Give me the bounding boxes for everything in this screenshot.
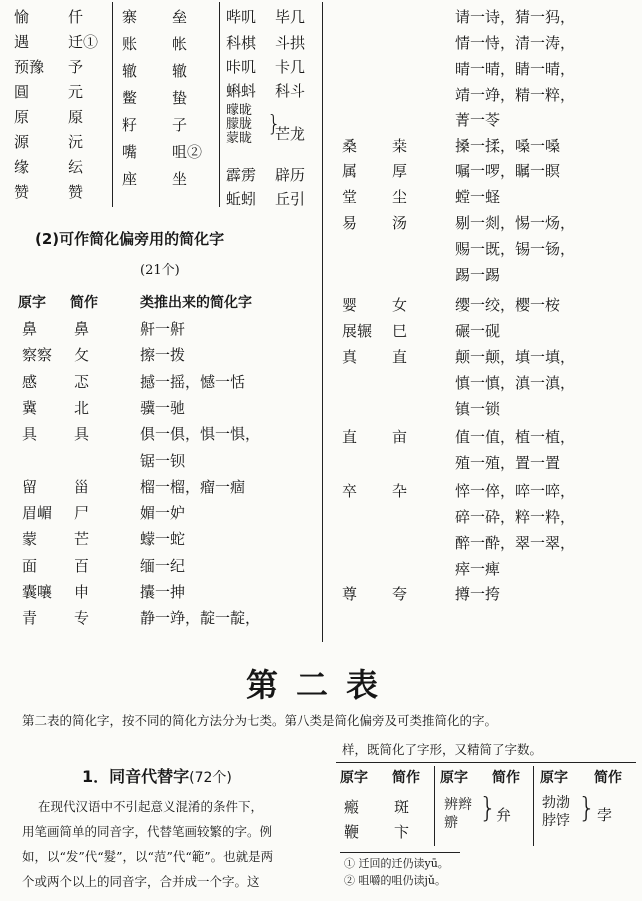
simplified-char: 具 bbox=[74, 425, 90, 444]
derived-chars: 媚一妒 bbox=[140, 504, 186, 523]
original-char: 脖饽 bbox=[542, 813, 570, 829]
original-char: 蝌蚪 bbox=[226, 82, 257, 100]
simplified-char: 仟 bbox=[68, 8, 84, 26]
simplified-char: 孛 bbox=[597, 806, 613, 824]
table-intro: 第二表的简化字，按不同的简化方法分为七类。第八类是简化偏旁及可类推简化的字。 bbox=[22, 713, 498, 728]
original-char: 鞭 bbox=[344, 823, 360, 841]
brace: } bbox=[479, 791, 497, 824]
table-divider bbox=[434, 766, 435, 846]
simplified-char: 芒 bbox=[74, 530, 90, 549]
simplified-char: 厚 bbox=[392, 162, 408, 180]
original-char: 辨辫 bbox=[444, 797, 472, 813]
footnote-rule bbox=[340, 852, 460, 853]
original-char: 卒 bbox=[342, 482, 358, 500]
original-char: 账 bbox=[122, 35, 138, 53]
page-title: 第二表 bbox=[245, 666, 396, 704]
original-char: 瘢 bbox=[344, 798, 360, 816]
original-char: 蒙 bbox=[22, 530, 38, 549]
sub-heading-text: 1．同音代替字 bbox=[82, 767, 190, 786]
original-char: 鳖 bbox=[122, 89, 138, 107]
derived-chars: 靖一竫，精一粹， bbox=[455, 86, 576, 104]
derived-chars: 赐一既，锡一钖， bbox=[455, 240, 576, 258]
simplified-char: 夸 bbox=[392, 585, 408, 603]
brace: } bbox=[578, 791, 596, 824]
simplified-char: 蛰 bbox=[172, 89, 188, 107]
simplified-char: 辟历 bbox=[275, 166, 306, 184]
simplified-char: 北 bbox=[74, 398, 90, 417]
original-char: 蒙眬 bbox=[226, 131, 253, 146]
simplified-char: 沅 bbox=[68, 133, 84, 151]
footnote: ② 咀嚼的咀仍读jǔ。 bbox=[344, 874, 446, 887]
simplified-char: 咀② bbox=[172, 143, 203, 161]
derived-chars: 醉一酔，翠一翠， bbox=[455, 534, 576, 552]
derived-chars: 请一诗，猜一犸， bbox=[455, 8, 576, 26]
derived-chars: 值一值，植一植， bbox=[455, 428, 576, 446]
original-char: 咔叽 bbox=[226, 58, 257, 76]
original-char: 辙 bbox=[122, 62, 138, 80]
simplified-char: 斑 bbox=[394, 798, 410, 816]
original-char: 尊 bbox=[342, 585, 358, 603]
original-char: 感 bbox=[22, 372, 38, 391]
simplified-char: 元 bbox=[68, 83, 84, 101]
original-char: 留 bbox=[22, 477, 38, 496]
column-header: 原字 bbox=[18, 295, 46, 311]
simplified-char: 忑 bbox=[74, 372, 90, 391]
simplified-char: 鼻 bbox=[74, 320, 90, 338]
simplified-char: 坐 bbox=[172, 170, 188, 188]
derived-chars: 晴一晴，睛一晴， bbox=[455, 60, 576, 78]
derived-chars: 碾一砚 bbox=[455, 322, 501, 340]
simplified-char: 卡几 bbox=[275, 58, 306, 76]
sub-heading bbox=[82, 768, 232, 787]
original-char: 嘴 bbox=[122, 143, 138, 161]
simplified-char: 卞 bbox=[394, 823, 410, 841]
derived-chars: 缨一绞，樱一桉 bbox=[455, 296, 561, 314]
brace: } bbox=[267, 112, 281, 137]
original-char: 辧 bbox=[444, 815, 458, 831]
original-char: 察察 bbox=[22, 346, 53, 365]
derived-chars: 情一恃，清一涛， bbox=[455, 34, 576, 52]
original-char: 霹雳 bbox=[226, 166, 257, 184]
derived-chars: 螳一蛏 bbox=[455, 188, 501, 206]
original-char: 真 bbox=[342, 348, 358, 366]
page-column-divider bbox=[322, 2, 323, 642]
original-char: 寨 bbox=[122, 8, 138, 26]
simplified-char: 百 bbox=[74, 556, 90, 575]
derived-chars: 蠓一蛇 bbox=[140, 530, 186, 549]
simplified-char: 弁 bbox=[496, 806, 512, 824]
derived-chars: 悴一倅，啐一啐， bbox=[455, 482, 576, 500]
footnote: ① 迁回的迁仍读yū。 bbox=[344, 857, 449, 870]
original-char: 赞 bbox=[14, 183, 30, 201]
derived-chars: 镇一锁 bbox=[455, 400, 501, 418]
simplified-char: 巳 bbox=[392, 322, 408, 340]
simplified-char: 尘 bbox=[392, 188, 408, 206]
original-char: 具 bbox=[22, 425, 38, 444]
derived-chars: 瘁一痺 bbox=[455, 560, 501, 578]
original-char: 缘 bbox=[14, 158, 30, 176]
derived-chars: 菁一苓 bbox=[455, 111, 501, 129]
simplified-char: 芒龙 bbox=[275, 125, 306, 143]
original-char: 愉 bbox=[14, 8, 30, 26]
original-char: 科棋 bbox=[226, 34, 257, 52]
derived-chars: 踢一踢 bbox=[455, 266, 501, 284]
derived-chars: 颠一颠，填一填， bbox=[455, 348, 576, 366]
derived-chars: 搡一揉，嗓一嗓 bbox=[455, 137, 561, 155]
original-char: 堂 bbox=[342, 188, 358, 206]
original-char: 曚昽 bbox=[226, 103, 253, 118]
derived-chars: 鼾一鼾 bbox=[140, 320, 186, 338]
section-heading: (2)可作简化偏旁用的简化字 bbox=[35, 230, 225, 248]
table-column-header: 简作 bbox=[392, 770, 420, 786]
derived-chars: 锯一钡 bbox=[140, 451, 186, 470]
simplified-char: 予 bbox=[68, 58, 84, 76]
original-char: 面 bbox=[22, 556, 38, 575]
column-header: 简作 bbox=[70, 295, 98, 311]
table-column-header: 原字 bbox=[440, 770, 468, 786]
simplified-char: 桒 bbox=[392, 137, 408, 155]
table-column-header: 原字 bbox=[340, 770, 368, 786]
simplified-char: 纭 bbox=[68, 158, 84, 176]
original-char: 眉嵋 bbox=[22, 504, 53, 523]
original-char: 预豫 bbox=[14, 58, 45, 76]
simplified-char: 尸 bbox=[74, 504, 90, 523]
derived-chars: 俱一俱，惧一惧， bbox=[140, 425, 261, 444]
original-char: 冀 bbox=[22, 398, 38, 417]
derived-chars: 缅一纪 bbox=[140, 556, 186, 575]
derived-chars: 嘱一啰，瞩一瞑 bbox=[455, 162, 561, 180]
table-top-rule bbox=[336, 762, 636, 763]
derived-chars: 撙一挎 bbox=[455, 585, 501, 603]
derived-chars: 剔一剡，惕一炀， bbox=[455, 214, 576, 232]
paragraph-line: 用笔画简单的同音字，代替笔画较繁的字。例 bbox=[22, 824, 273, 839]
derived-chars: 骥一驰 bbox=[140, 398, 186, 417]
derived-chars: 殖一殖，置一置 bbox=[455, 454, 561, 472]
simplified-char: 汤 bbox=[392, 214, 408, 232]
paragraph-line: 在现代汉语中不引起意义混淆的条件下， bbox=[38, 799, 264, 814]
original-char: 桑 bbox=[342, 137, 358, 155]
table-column-header: 简作 bbox=[594, 770, 622, 786]
original-char: 蚯蚓 bbox=[226, 190, 257, 208]
simplified-char: 赞 bbox=[68, 183, 84, 201]
simplified-char: 厡 bbox=[68, 108, 84, 126]
simplified-char: 辙 bbox=[172, 62, 188, 80]
derived-chars: 静一竫，靛一靛， bbox=[140, 609, 261, 628]
table-column-header: 原字 bbox=[540, 770, 568, 786]
original-char: 原 bbox=[14, 108, 30, 126]
derived-chars: 榴一榴，瘤一痼 bbox=[140, 477, 246, 496]
column-divider bbox=[112, 2, 113, 207]
column-header: 类推出来的简化字 bbox=[140, 295, 252, 311]
simplified-char: 亩 bbox=[392, 428, 408, 446]
simplified-char: 帐 bbox=[172, 35, 188, 53]
section-count: (21个) bbox=[140, 263, 180, 278]
simplified-char: 迁① bbox=[68, 33, 99, 51]
derived-chars: 慎一慎，滇一滇， bbox=[455, 374, 576, 392]
simplified-char: 女 bbox=[392, 296, 408, 314]
original-char: 圓 bbox=[14, 83, 30, 101]
right-top-line: 样，既简化了字形，又精简了字数。 bbox=[342, 742, 543, 757]
derived-chars: 撼一摇，憾一恬 bbox=[140, 372, 246, 391]
simplified-char: 斗拱 bbox=[275, 34, 306, 52]
table-divider bbox=[533, 766, 534, 846]
simplified-char: 甾 bbox=[74, 477, 90, 496]
derived-chars: 擦一拨 bbox=[140, 346, 186, 365]
original-char: 青 bbox=[22, 609, 38, 628]
simplified-char: 科斗 bbox=[275, 82, 306, 100]
simplified-char: 子 bbox=[172, 116, 188, 134]
simplified-char: 申 bbox=[74, 583, 90, 601]
derived-chars: 攮一抻 bbox=[140, 583, 186, 601]
original-char: 勃渤 bbox=[542, 795, 570, 811]
original-char: 哔叽 bbox=[226, 8, 257, 26]
simplified-char: 毕几 bbox=[275, 8, 306, 26]
original-char: 鼻 bbox=[22, 320, 38, 338]
original-char: 易 bbox=[342, 214, 358, 232]
derived-chars: 碎一砕，粹一粋， bbox=[455, 508, 576, 526]
original-char: 籽 bbox=[122, 116, 138, 134]
sub-heading-count: (72个) bbox=[189, 770, 232, 786]
column-divider bbox=[219, 2, 220, 207]
original-char: 源 bbox=[14, 133, 30, 151]
simplified-char: 专 bbox=[74, 609, 90, 628]
paragraph-line: 个或两个以上的同音字，合并成一个字。这 bbox=[22, 874, 260, 889]
original-char: 遇 bbox=[14, 33, 30, 51]
original-char: 直 bbox=[342, 428, 358, 446]
original-char: 属 bbox=[342, 162, 358, 180]
table-column-header: 简作 bbox=[492, 770, 520, 786]
paragraph-line: 如，以“发”代“髮”，以“范”代“範”。也就是两 bbox=[22, 849, 274, 864]
original-char: 座 bbox=[122, 170, 138, 188]
original-char: 囊嚷 bbox=[22, 583, 53, 601]
original-char: 婴 bbox=[342, 296, 358, 314]
original-char: 展辗 bbox=[342, 322, 373, 340]
simplified-char: 攵 bbox=[74, 346, 90, 365]
simplified-char: 丘引 bbox=[275, 190, 306, 208]
original-char: 朦胧 bbox=[226, 117, 253, 132]
simplified-char: 卆 bbox=[392, 482, 408, 500]
simplified-char: 直 bbox=[392, 348, 408, 366]
simplified-char: 垒 bbox=[172, 8, 188, 26]
